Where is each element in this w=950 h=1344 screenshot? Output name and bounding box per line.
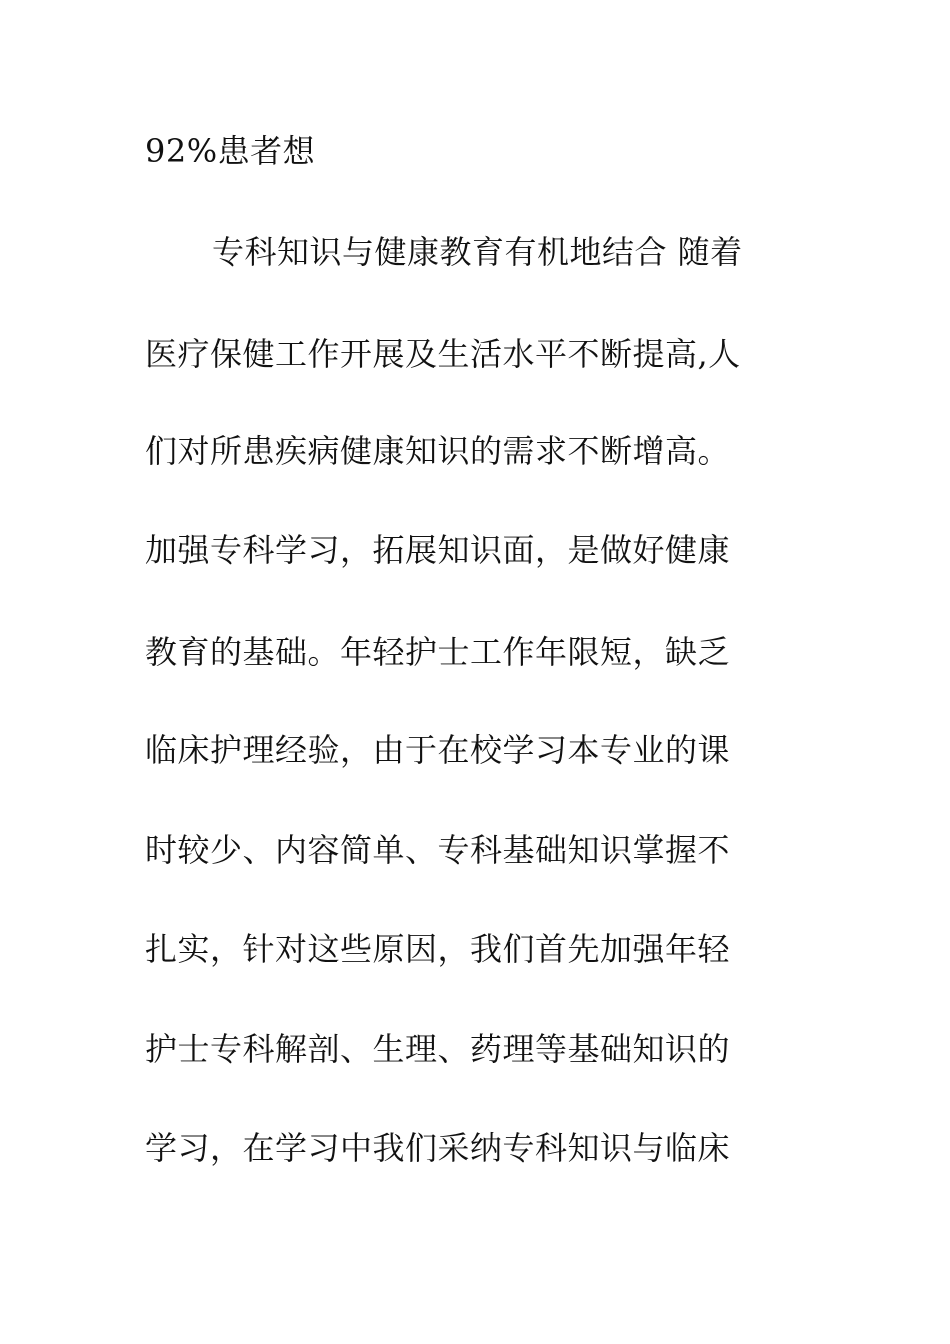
text-line: 医疗保健工作开展及生活水平不断提高,人: [145, 335, 741, 373]
text-line: 们对所患疾病健康知识的需求不断增高。: [145, 432, 731, 470]
text-line: 92%患者想: [145, 132, 316, 170]
paragraph-heading-line: 专科知识与健康教育有机地结合 随着: [212, 233, 743, 271]
text-line: 护士专科解剖、生理、药理等基础知识的: [145, 1030, 731, 1068]
text-line: 时较少、内容简单、专科基础知识掌握不: [145, 831, 731, 869]
text-line: 教育的基础。年轻护士工作年限短，缺乏: [145, 633, 731, 671]
text-line: 扎实，针对这些原因，我们首先加强年轻: [145, 930, 731, 968]
text-line: 加强专科学习，拓展知识面，是做好健康: [145, 531, 731, 569]
text-line: 临床护理经验，由于在校学习本专业的课: [145, 731, 731, 769]
text-line: 学习，在学习中我们采纳专科知识与临床: [145, 1129, 731, 1167]
